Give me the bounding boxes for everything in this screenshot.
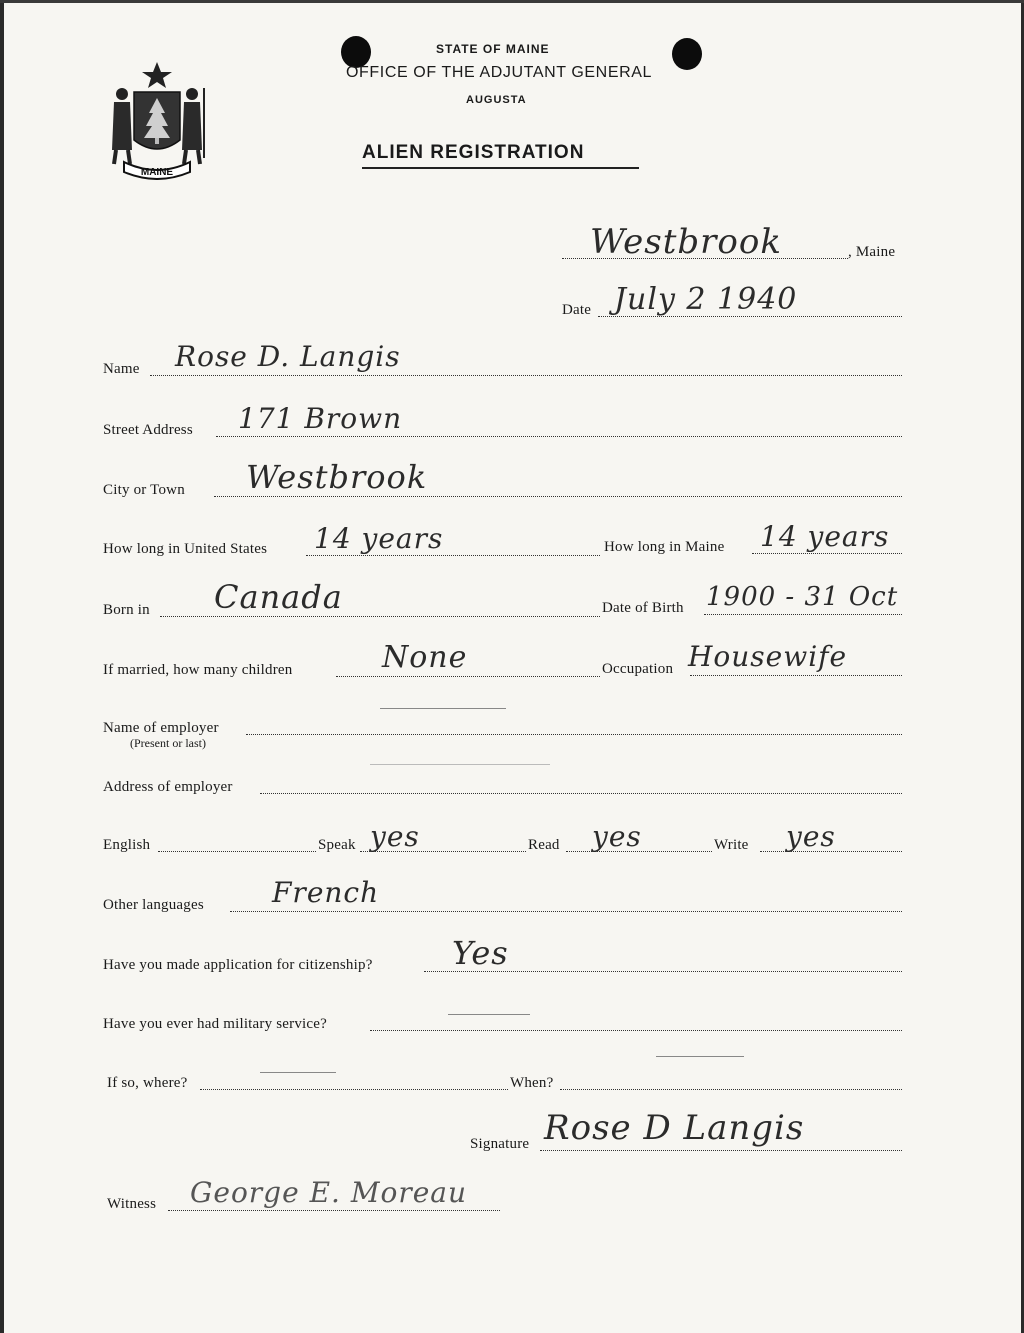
citizenship-value: Yes [452,934,509,972]
employer-address-blank-dash [370,764,550,765]
speak-value: yes [370,820,420,853]
where-blank-dash [260,1072,336,1073]
speak-label: Speak [318,837,356,853]
english-label: English [103,837,151,853]
witness-line [168,1210,500,1211]
employer-address-label: Address of employer [103,779,233,795]
other-languages-label: Other languages [103,897,204,913]
witness-label: Witness [107,1196,157,1212]
seal-ribbon-text: MAINE [140,167,174,178]
street-line [216,436,902,437]
occupation-value: Housewife [688,640,848,673]
state-heading: STATE OF MAINE [436,42,550,56]
location-suffix: , Maine [848,244,896,260]
children-label: If married, how many children [103,662,293,678]
name-line [150,375,902,376]
how-long-maine-value: 14 years [760,520,890,553]
office-heading: OFFICE OF THE ADJUTANT GENERAL [346,64,653,81]
when-blank-dash-upper [656,1056,744,1057]
write-label: Write [714,837,749,853]
title-underline [362,167,639,169]
born-in-value: Canada [214,578,343,616]
date-value: July 2 1940 [614,282,798,317]
read-label: Read [528,837,560,853]
scan-edge-top [0,0,1024,3]
employer-address-line [260,793,902,794]
city-heading: AUGUSTA [466,94,527,106]
date-label: Date [562,302,592,318]
other-languages-line [230,911,902,912]
city-value: Westbrook [246,458,428,496]
street-label: Street Address [103,422,193,438]
occupation-label: Occupation [602,661,674,677]
signature-line [540,1150,902,1151]
punch-hole-right [672,38,702,70]
military-line [370,1030,902,1031]
when-line [560,1089,902,1090]
witness-value: George E. Moreau [190,1176,468,1209]
street-value: 171 Brown [238,402,403,435]
location-value: Westbrook [590,222,782,262]
dob-value: 1900 - 31 Oct [706,582,899,612]
how-long-maine-label: How long in Maine [604,539,725,555]
dob-label: Date of Birth [602,600,684,616]
maine-state-seal-icon [104,58,210,180]
children-value: None [382,640,468,675]
employer-blank-dash [380,708,506,709]
how-long-us-label: How long in United States [103,541,268,557]
military-blank-dash [448,1014,530,1015]
when-label: When? [510,1075,554,1091]
scan-edge-left [0,0,4,1333]
dob-line [704,614,902,615]
citizenship-label: Have you made application for citizenship? [103,957,373,973]
children-line [336,676,600,677]
where-line [200,1089,508,1090]
signature-value: Rose D Langis [544,1108,805,1148]
born-in-label: Born in [103,602,150,618]
where-label: If so, where? [107,1075,188,1091]
name-label: Name [103,361,140,377]
city-label: City or Town [103,482,185,498]
read-value: yes [592,820,642,853]
city-line [214,496,902,497]
english-line [158,851,316,852]
employer-name-line [246,734,902,735]
write-value: yes [786,820,836,853]
name-value: Rose D. Langis [175,340,401,373]
employer-name-sublabel: (Present or last) [130,736,206,750]
form-title: ALIEN REGISTRATION [362,142,585,163]
born-in-line [160,616,600,617]
other-languages-value: French [272,876,380,909]
military-label: Have you ever had military service? [103,1016,327,1032]
employer-name-label: Name of employer [103,720,219,736]
occupation-line [690,675,902,676]
how-long-us-line [306,555,600,556]
how-long-us-value: 14 years [314,522,444,555]
how-long-maine-line [752,553,902,554]
signature-label: Signature [470,1136,530,1152]
